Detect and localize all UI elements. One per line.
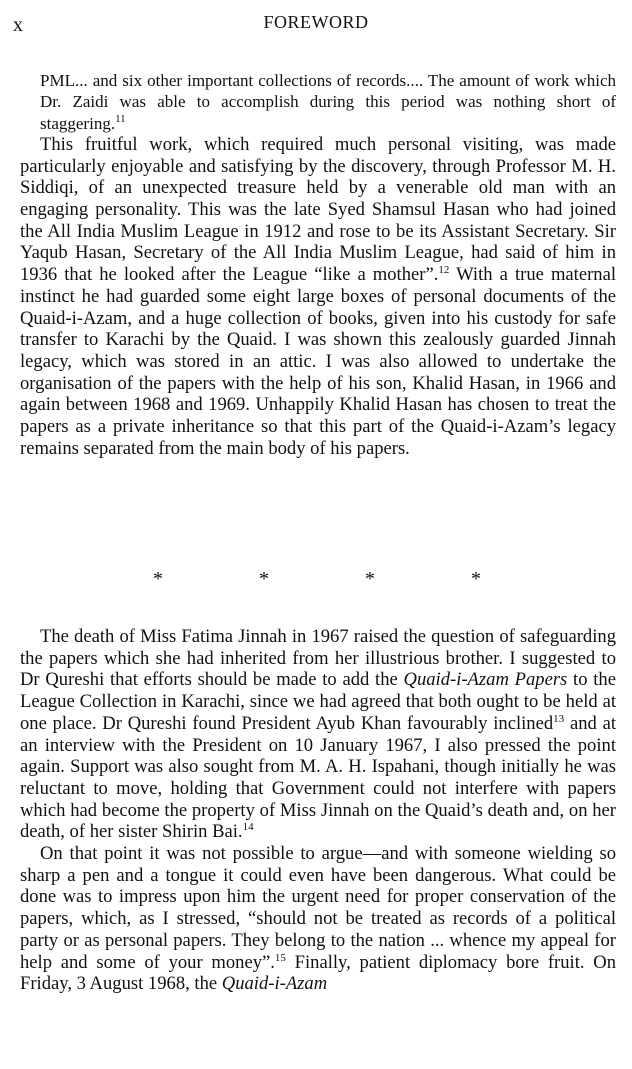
paragraph (20, 626, 616, 843)
separator-star: * (471, 568, 481, 590)
paragraph (20, 134, 616, 460)
italic-title: Quaid-i-Azam (221, 973, 328, 995)
footnote-ref: 13 (553, 712, 565, 725)
footnote-ref: 11 (115, 112, 126, 125)
text-block-top (20, 70, 616, 459)
running-head: FOREWORD (263, 12, 369, 32)
paragraph-text: Finally, patient diplomacy bore fruit. On Friday, 3 August 1968, the (20, 951, 616, 995)
paragraph-text: This fruitful work, which required much personal visiting, was made particularly enjoyable and satisfying by the discovery, through Professor M. H. Siddiqi, of an unexpected treasure held by a venerable old man with an engaging personality. This was the late Syed Shamsul Hasan who had joined the All India Muslim League in 1912 and rose to be its Assistant Secretary. Sir Yaqub Hasan, Secretary of the All India Muslim League, had said of him in 1936 that he looked after the League “like a mother”. (20, 133, 616, 286)
italic-title: Quaid-i-Azam Papers (403, 669, 568, 691)
footnote-ref: 12 (438, 264, 450, 277)
separator-star: * (259, 568, 269, 590)
page-number: x (13, 14, 23, 36)
paragraph-text: On that point it was not possible to argue—and with someone wielding so sharp a pen and a tongue it could even have been dangerous. What could be done was to impress upon him the urgent need for proper conservation of the papers, which, as I stressed, “should not be treated as records of a political party or as personal papers. They belong to the nation ... whence my appeal for help and some of your money”. (20, 843, 616, 973)
paragraph-text: With a true maternal instinct he had guarded some eight large boxes of personal documents of the Quaid-i-Azam, and a huge collection of books, given into his custody for safe transfer to Karachi by the Quaid. I was shown this zealously guarded Jinnah legacy, which was stored in an attic. I was also allowed to undertake the organisation of the papers with the help of his son, Khalid Hasan, in 1966 and again between 1968 and 1969. Unhappily Khalid Hasan has chosen to treat the papers as a private inheritance so that this part of the Quaid-i-Azam’s legacy remains separated from the main body of his papers. (20, 264, 616, 459)
separator-star: * (153, 568, 163, 590)
paragraph-text: The death of Miss Fatima Jinnah in 1967 raised the question of safeguarding the papers which she had inherited from her illustrious brother. I suggested to Dr Qureshi that efforts should be made to add the (20, 626, 616, 691)
block-quote (20, 70, 616, 134)
paragraph-text: to the League Collection in Karachi, since we had agreed that both ought to be held at one place. Dr Qureshi found President Ayub Khan favourably inclined (20, 669, 616, 734)
paragraph (20, 843, 616, 995)
separator-star: * (365, 568, 375, 590)
paragraph-text: and at an interview with the President on 10 January 1967, I also pressed the point again. Support was also sought from M. A. H. Ispahani, though initially he was reluctant to move, holding that Government could not interfere with papers which had become the property of Miss Jinnah on the Quaid’s death and, on her death, of her sister Shirin Bai. (20, 712, 616, 843)
footnote-ref: 15 (274, 951, 286, 964)
quote-text: PML... and six other important collections of records.... The amount of work which Dr. Zaidi was able to accomplish during this period was nothing short of staggering. (40, 71, 616, 133)
footnote-ref: 14 (242, 821, 254, 834)
section-separator (0, 568, 632, 598)
text-block-bottom (20, 626, 616, 995)
